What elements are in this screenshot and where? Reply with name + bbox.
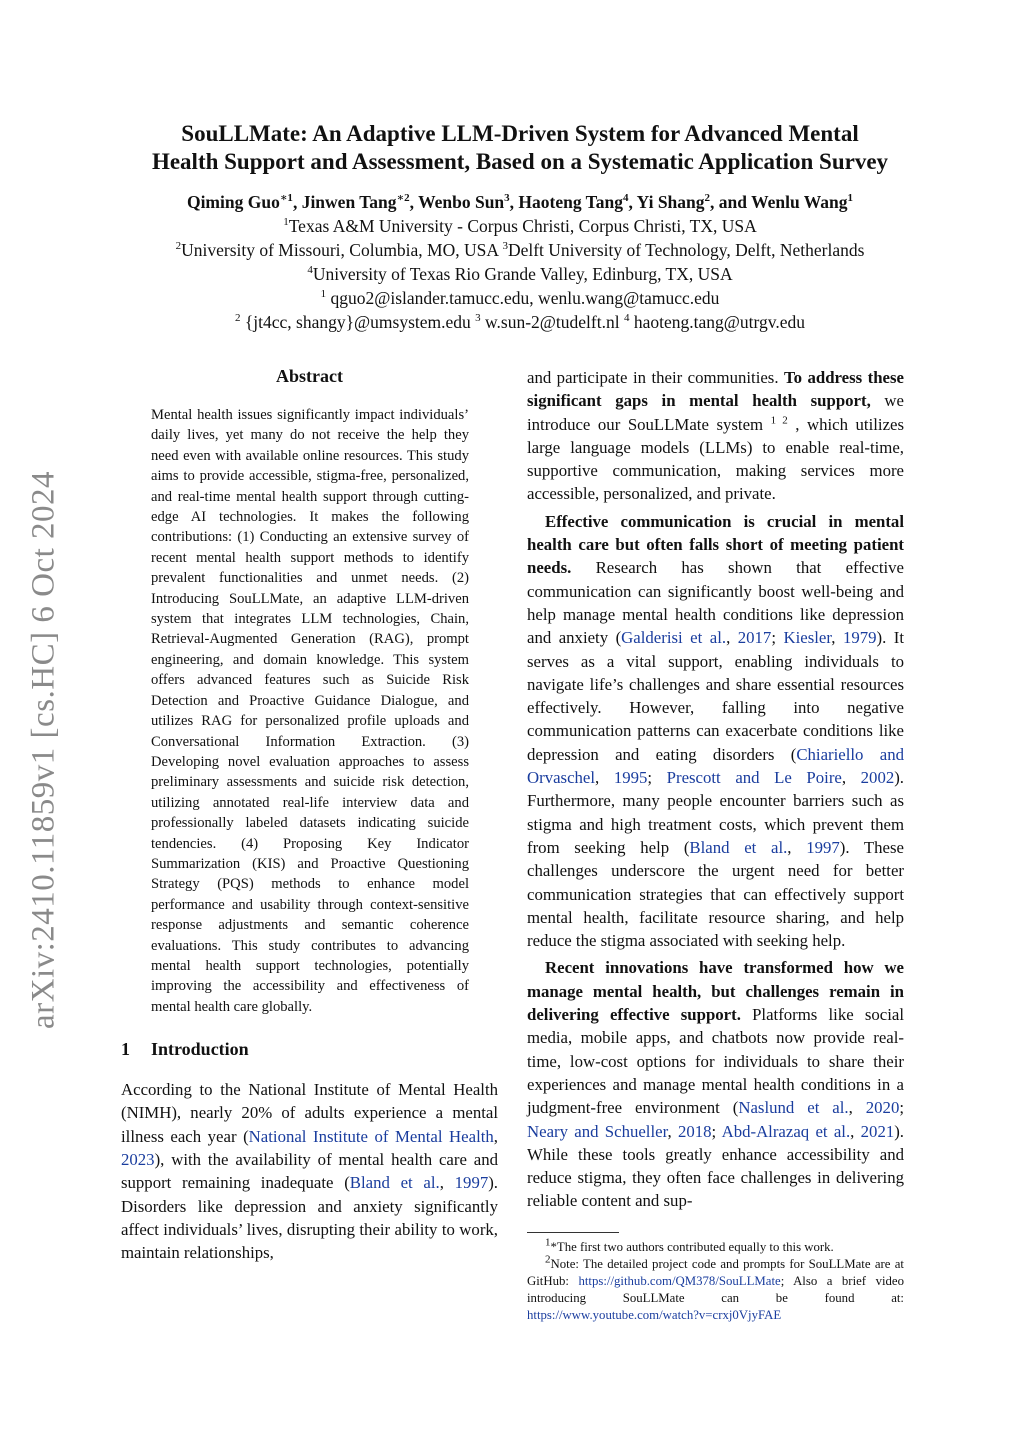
abstract-text: Mental health issues significantly impact individuals’ daily lives, yet many do not receive the help they need even with available online resources. This study aims to provide accessible, stigma-free, personalized, and real-time mental health support through cutting-edge AI technologies. It makes the following contributions: (1) Conducting an extensive survey of recent mental health support methods to identify prevalent functionalities and unmet needs. (2) Introducing SouLLMate, an adaptive LLM-driven system that integrates LLM technologies, Chain, Retrieval-Augmented Generation (RAG), prompt engineering, and domain knowledge. This system offers advanced features such as Suicide Risk Detection and Proactive Guidance Dialogue, and utilizes RAG for personalized profile uploads and Conversational Information Extraction. (3) Developing novel evaluation approaches to assess preliminary assessments and suicide risk detection, utilizing annotated real-life interview data and professionally labeled datasets indicating suicide tendencies. (4) Proposing Key Indicator Summarization (KIS) and Proactive Questioning Strategy (PQS) methods to enhance model performance and usability through context-sensitive response adjustments and semantic coherence evaluations. This study contributes to advancing mental health support technologies, potentially improving the accessibility and effectiveness of mental health care globally. — [151, 407, 469, 1015]
intro-paragraph-2 — [527, 366, 904, 506]
text-run: According to the National Institute of Mental Health (NIMH), nearly 20% of adults experience a mental illness each year ( — [121, 1080, 498, 1146]
text-run: , — [831, 628, 843, 648]
abstract-heading: Abstract — [276, 366, 343, 386]
citation-link[interactable]: Prescott and Le Poire — [666, 768, 842, 788]
citation-link[interactable]: Neary and Schueller — [527, 1121, 668, 1141]
text-run: , — [493, 1126, 498, 1146]
text-run: , — [787, 837, 807, 857]
intro-paragraph-1 — [121, 1078, 498, 1264]
text-run: Recent innovations have transformed how we manage mental health, but challenges remain in delivering effective support. — [527, 958, 904, 1025]
text-run: ). Furthermore, many people encounter barriers such as stigma and high treatment costs, which prevent them from seeking help ( — [527, 768, 905, 857]
right-column — [527, 366, 904, 1213]
text-run: 1 2 — [770, 414, 788, 426]
author-affiliation-mark: 1 — [847, 192, 854, 205]
citation-link[interactable]: Bland et al. — [689, 837, 788, 857]
text-run: ). Disorders like depression and anxiety significantly affect individuals’ lives, disrupting their ability to work, maintain relationships, — [121, 1173, 499, 1263]
introduction-heading — [121, 1039, 498, 1060]
citation-link[interactable]: 2002 — [860, 768, 895, 788]
citation-link[interactable]: 1995 — [613, 768, 648, 788]
title-line-2: Health Support and Assessment, Based on a Systematic Application Survey — [151, 149, 889, 174]
citation-link[interactable]: National Institute of Mental Health — [248, 1126, 494, 1146]
text-run: ). It serves as a vital support, enabling individuals to navigate life’s challenges and share essential resources effectively. However, falling into negative communication patterns can exacerbate conditions like depression and eating disorders ( — [527, 628, 905, 764]
citation-link[interactable]: Bland et al. — [349, 1173, 440, 1193]
github-link[interactable]: https://github.com/QM378/SouLLMate — [578, 1274, 781, 1288]
author-affiliation-mark: ∗1 — [279, 192, 293, 205]
text-run: , — [667, 1121, 678, 1141]
author-name: Jinwen Tang — [301, 192, 397, 212]
citation-link[interactable]: 2018 — [677, 1121, 712, 1141]
author-separator: , — [509, 192, 519, 212]
email-line-2: $^2$ {jt4cc, shangy}@umsystem.edu $^3$ w.sun-2@tudelft.nl $^4$ haoteng.tang@utrgv.edu — [235, 312, 805, 332]
text-run: , — [439, 1173, 455, 1193]
citation-link[interactable]: Chiariello and Orvaschel — [527, 744, 904, 788]
citation-link[interactable]: 1979 — [842, 628, 877, 648]
author-name: Wenbo Sun — [418, 192, 505, 212]
paper-title — [100, 120, 940, 176]
intro-paragraph-3 — [527, 510, 904, 953]
author-affiliation-mark: 4 — [622, 192, 629, 205]
author-separator: , and — [710, 192, 752, 212]
text-run: ; — [899, 1098, 904, 1118]
text-run: , — [850, 1121, 861, 1141]
text-run: ; — [647, 768, 667, 788]
youtube-link[interactable]: https://www.youtube.com/watch?v=crxj0VjyFAE — [527, 1308, 782, 1322]
text-run: Platforms like social media, mobile apps, and chatbots now provide real-time, low-cost options for individuals to share their experiences and manage mental health conditions in a judgment-free environment ( — [527, 1005, 904, 1118]
text-run: ), with the availability of mental health care and support remaining inadequate ( — [121, 1150, 498, 1193]
citation-link[interactable]: 2017 — [737, 628, 772, 648]
author-separator: , — [628, 192, 637, 212]
affiliation-line-1: $^1$Texas A&M University - Corpus Christi, Corpus Christi, TX, USA — [283, 216, 757, 236]
text-run: , — [595, 768, 614, 788]
author-list — [100, 190, 940, 214]
citation-link[interactable]: 1997 — [806, 837, 840, 857]
arxiv-identifier: arXiv:2410.11859v1 [cs.HC] 6 Oct 2024 — [25, 470, 62, 1030]
text-run: ). While these tools greatly enhance accessibility and reduce stigma, they often face challenges in delivering reliable content and sup- — [527, 1121, 905, 1211]
title-line-1: SouLLMate: An Adaptive LLM-Driven System for Advanced Mental — [181, 121, 859, 146]
footnotes — [527, 1232, 904, 1324]
email-line-1: $^1$ qguo2@islander.tamucc.edu, wenlu.wang@tamucc.edu — [320, 288, 720, 308]
section-number: 1 — [121, 1039, 130, 1060]
text-run: Effective communication is crucial in mental health care but often falls short of meeting patient needs. — [527, 511, 904, 578]
author-affiliation-mark: 3 — [504, 192, 510, 205]
affiliation-line-3: $^4$University of Texas Rio Grande Valley, Edinburg, TX, USA — [307, 264, 733, 284]
author-separator: , — [292, 192, 302, 212]
left-column — [121, 366, 498, 1265]
citation-link[interactable]: Naslund et al. — [738, 1098, 849, 1118]
text-run: , — [841, 768, 861, 788]
citation-link[interactable]: 2020 — [865, 1098, 900, 1118]
author-name: Qiming Guo — [186, 192, 280, 212]
text-run: and participate in their communities. — [527, 368, 784, 387]
footnote-2: $^2$Note: The detailed project code and prompts for SouLLMate are at GitHub: https://github.com/QM378/SouLLMate; Also a brief video introducing SouLLMate can be found at: https://www.youtube.com/watch?v=crxj0VjyFAE — [527, 1253, 904, 1322]
text-run: To address these significant gaps in mental health support, — [527, 368, 904, 411]
author-name: Wenlu Wang — [751, 192, 848, 212]
footnote-1: $^1$*The first two authors contributed equally to this work. — [545, 1236, 834, 1254]
text-run: we introduce our SouLLMate system — [527, 391, 904, 434]
author-name: Haoteng Tang — [518, 192, 623, 212]
paper-header — [100, 120, 940, 334]
text-run: ). These challenges underscore the urgent need for better communication strategies that can effectively support mental health, facilitate resource sharing, and help reduce the stigma associated with seeking help. — [527, 837, 904, 951]
text-run: ; — [771, 628, 784, 648]
author-separator: , — [409, 192, 419, 212]
intro-paragraph-4 — [527, 956, 904, 1212]
citation-link[interactable]: 2023 — [121, 1150, 155, 1170]
citation-link[interactable]: Kiesler — [783, 628, 832, 648]
citation-link[interactable]: Abd-Alrazaq et al. — [721, 1121, 851, 1141]
author-affiliation-mark: ∗2 — [396, 192, 410, 205]
text-run: Research has shown that effective communication can significantly boost well-being and help manage mental health conditions like depression and anxiety ( — [527, 558, 904, 648]
citation-link[interactable]: 2021 — [860, 1121, 895, 1141]
text-run: , — [848, 1098, 866, 1118]
author-affiliation-mark: 2 — [704, 192, 711, 205]
text-run: ; — [711, 1121, 722, 1141]
citation-link[interactable]: 1997 — [454, 1173, 489, 1193]
text-run: , which utilizes large language models (LLMs) to enable real-time, supportive communication, making services more accessible, personalized, and private. — [527, 414, 904, 504]
affiliation-line-2: $^2$University of Missouri, Columbia, MO, USA $^3$Delft University of Technology, Delft, Netherlands — [175, 240, 865, 260]
text-run: , — [726, 628, 738, 648]
arxiv-sidebar — [22, 460, 66, 1040]
author-name: Yi Shang — [636, 192, 705, 212]
section-title: Introduction — [151, 1039, 249, 1060]
footnote-rule — [527, 1232, 619, 1233]
citation-link[interactable]: Galderisi et al. — [621, 628, 727, 648]
